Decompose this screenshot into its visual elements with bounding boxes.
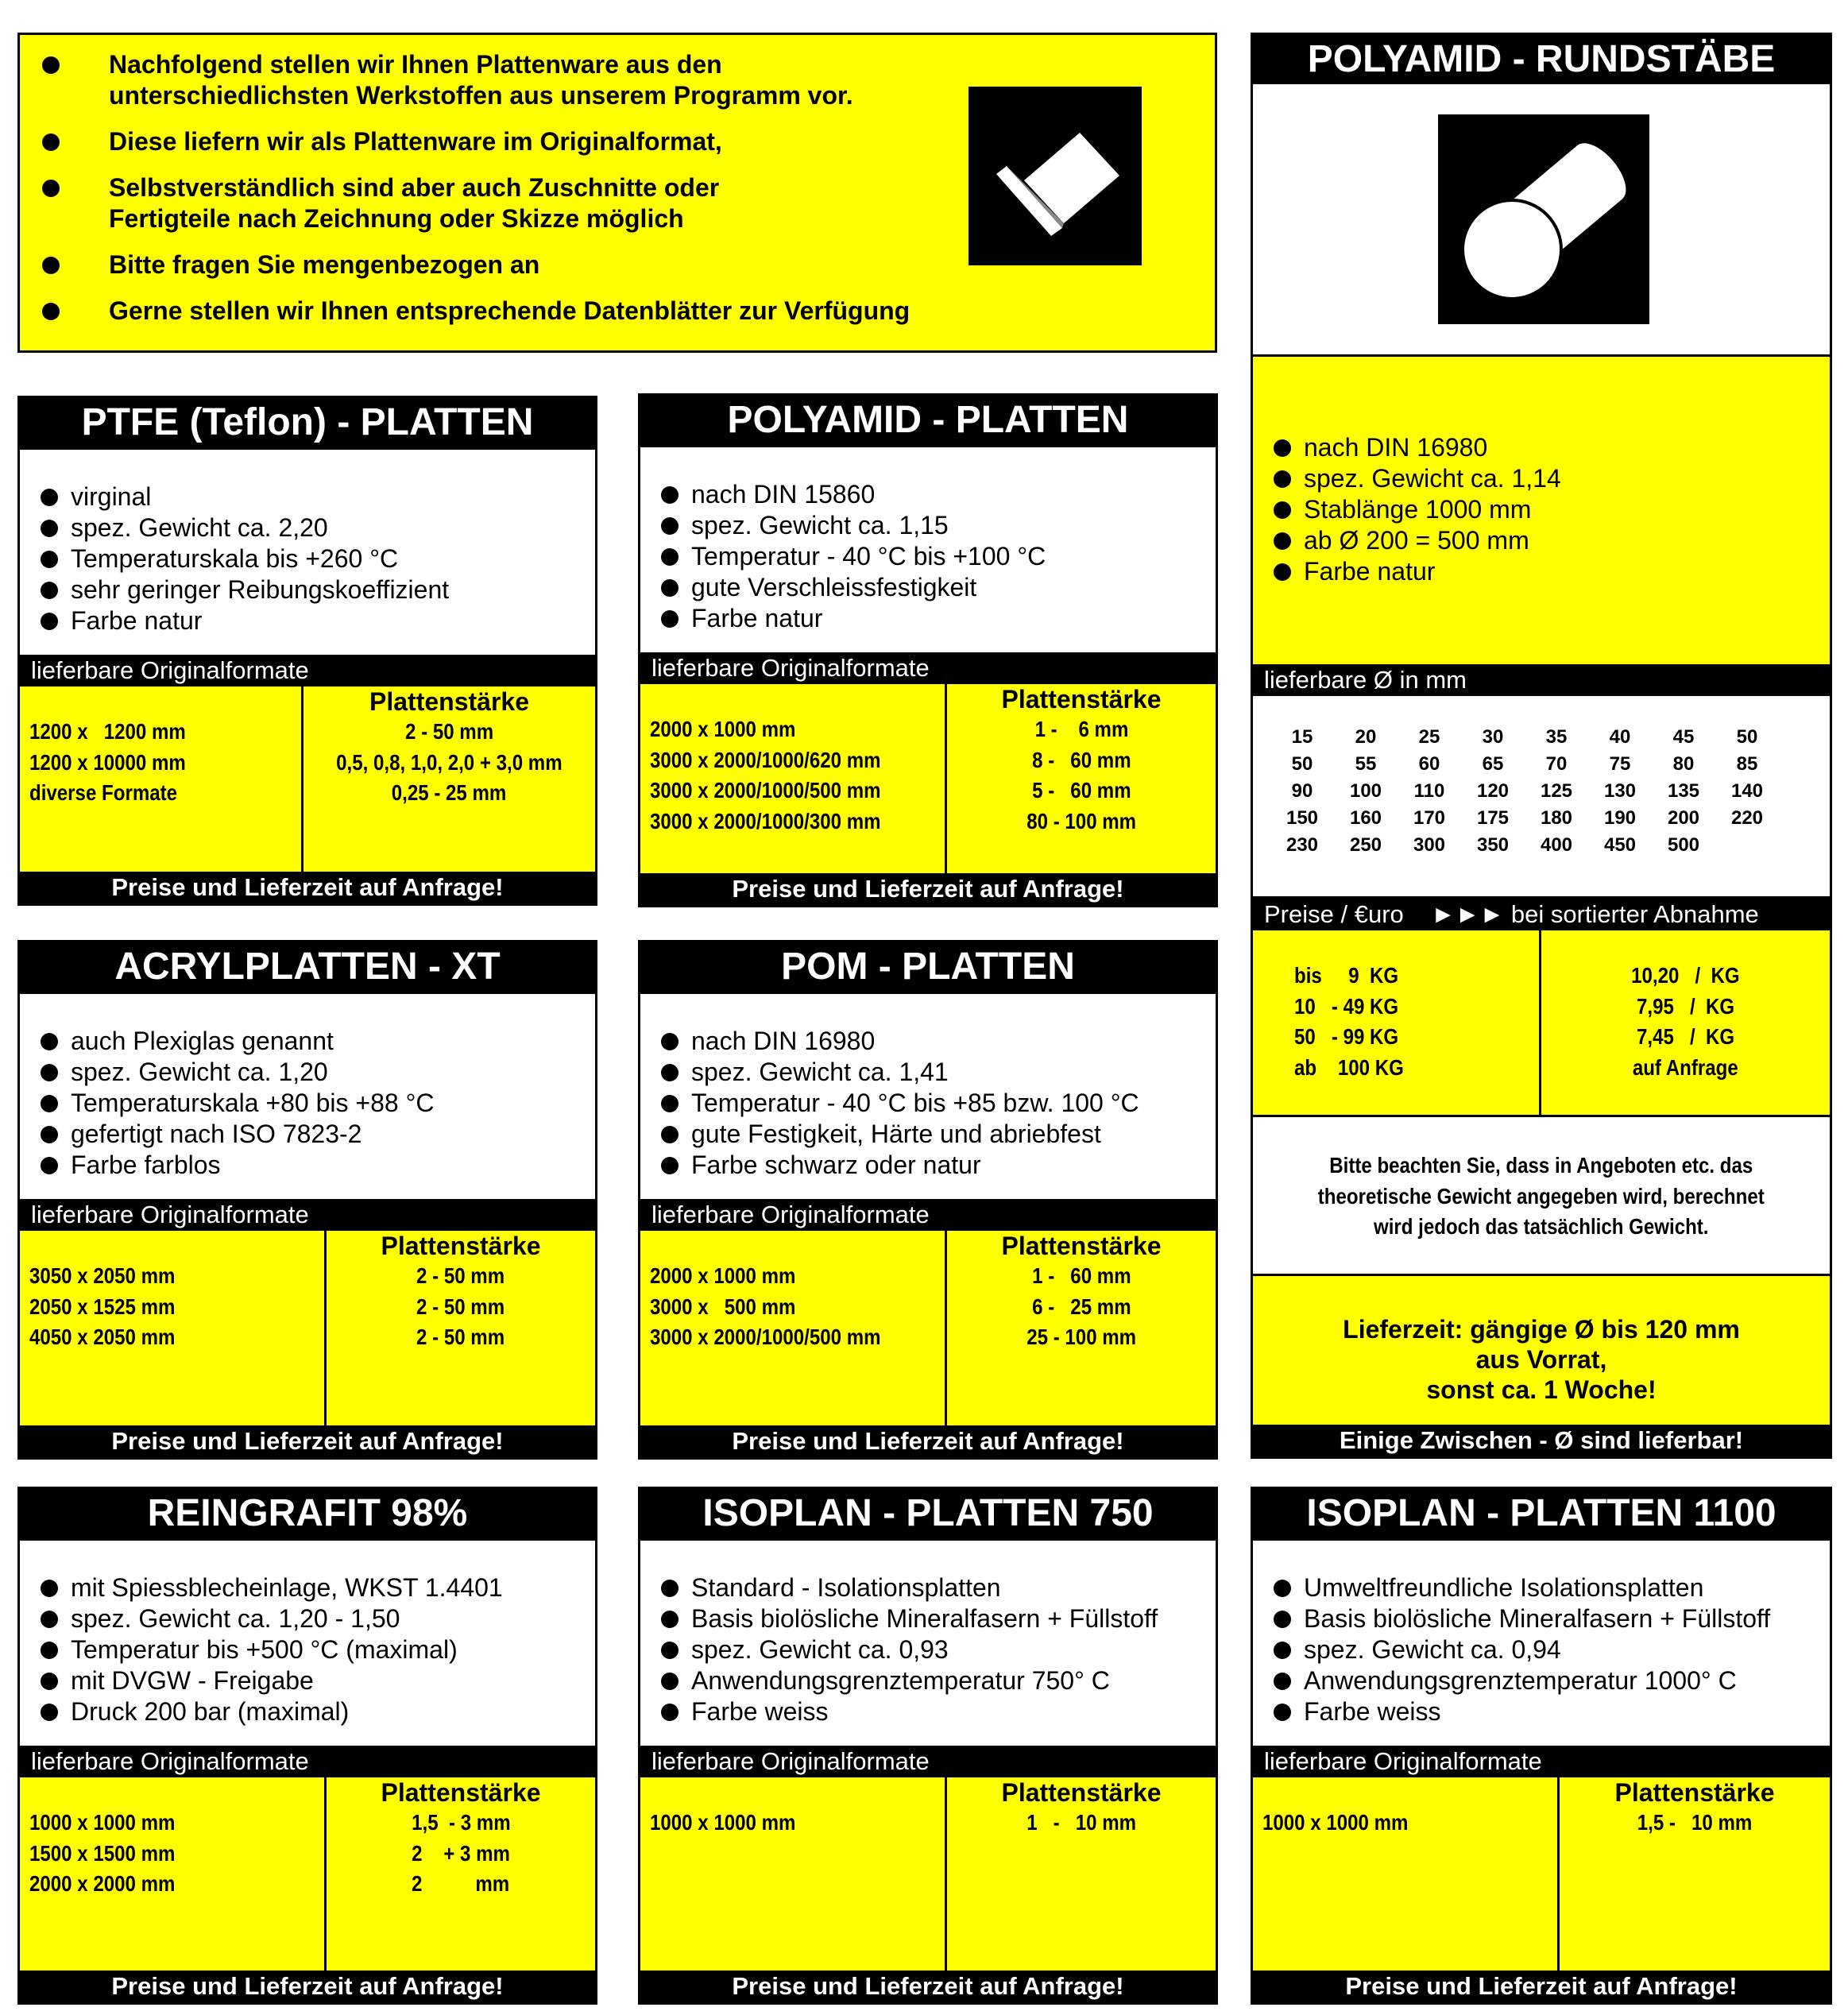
format-row: 3000 x 2000/1000/500 mm [650,1325,881,1349]
qty-row: 10 - 49 KG [1294,993,1399,1019]
bullet-item: Standard - Isolationsplatten [651,1572,1158,1603]
panel-title: POLYAMID - PLATTEN [640,396,1216,445]
formats-label: lieferbare Originalformate [20,1746,595,1777]
bullet-item: gefertigt nach ISO 7823-2 [31,1119,434,1150]
thickness-col [947,684,1216,837]
price-qty [1294,961,1421,1083]
rundstaebe-bullets [1253,357,1830,664]
thickness-col [327,1231,595,1353]
bullet-list [31,1026,434,1181]
rundstaebe-panel [1251,33,1832,1459]
panel-isoplan750 [638,1487,1218,2005]
diameter-cell: 75 [1609,753,1631,775]
price-row: 7,45 / KG [1636,1024,1735,1049]
price-row: 7,95 / KG [1636,993,1735,1019]
bullet-item: spez. Gewicht ca. 1,15 [651,510,1046,541]
diameter-cell: 55 [1355,753,1377,775]
thickness-row: 1 - 6 mm [1034,717,1128,741]
thickness-row: 2 - 50 mm [416,1263,505,1288]
formats-label: lieferbare Originalformate [20,655,595,686]
format-row: 1200 x 1200 mm [29,719,186,744]
diameter-cell: 250 [1349,834,1382,856]
price-values [1541,961,1830,1083]
diameter-cell: 175 [1476,807,1510,829]
panel-bullets [640,445,1216,652]
intro-list [20,49,910,342]
thickness-row: 0,25 - 25 mm [392,780,507,805]
formats-col [29,1261,199,1353]
panel-polyamid-platten [638,393,1218,907]
panel-footer: Preise und Lieferzeit auf Anfrage! [20,872,595,903]
bullet-item: auch Plexiglas genannt [31,1026,434,1057]
panel-bullets [20,447,595,655]
thickness-row: 8 - 60 mm [1031,747,1131,772]
panel-footer: Preise und Lieferzeit auf Anfrage! [20,1971,595,2002]
bullet-list [1264,1572,1770,1727]
bullet-item: Farbe farblos [31,1150,434,1181]
bullet-item: Farbe schwarz oder natur [651,1150,1139,1181]
qty-row: 50 - 99 KG [1294,1024,1399,1049]
bullet-item: spez. Gewicht ca. 2,20 [31,512,449,543]
rundstaebe-footer: Einige Zwischen - Ø sind lieferbar! [1253,1425,1830,1456]
bullet-list [31,482,449,636]
format-row: 1000 x 1000 mm [1262,1810,1409,1835]
formats-col [650,1261,918,1353]
bullet-item: Farbe natur [1264,556,1561,587]
bullet-item: virginal [31,482,449,512]
diameter-cell: 180 [1540,807,1573,829]
diameter-cell: 300 [1413,834,1446,856]
thickness-heading: Plattenstärke [1001,1232,1162,1260]
diameter-cell: 135 [1667,780,1700,802]
diameter-cell: 100 [1349,780,1382,802]
diameter-cell: 30 [1482,726,1504,748]
format-row: 3050 x 2050 mm [29,1263,176,1288]
diameter-cell: 140 [1730,780,1764,802]
thickness-col [303,686,595,809]
bullet-item: Anwendungsgrenztemperatur 750° C [651,1665,1158,1696]
intro-item: Bitte fragen Sie mengenbezogen an [20,249,910,280]
diameter-cell: 200 [1667,807,1700,829]
format-row: 1000 x 1000 mm [650,1810,796,1835]
sheet-icon [968,87,1142,265]
diameter-cell: 85 [1736,753,1758,775]
panel-title: POM - PLATTEN [640,942,1216,992]
diameter-cell: 130 [1603,780,1637,802]
panel-footer: Preise und Lieferzeit auf Anfrage! [640,1971,1216,2002]
diameter-cell: 220 [1730,807,1764,829]
bullet-item: Farbe natur [31,605,449,636]
diameter-cell: 190 [1603,807,1637,829]
thickness-row: 2 + 3 mm [412,1840,510,1866]
formats-table [640,1777,1216,1971]
formats-col [1262,1808,1432,1839]
bullet-item: spez. Gewicht ca. 0,93 [651,1634,1158,1665]
bullet-item: Druck 200 bar (maximal) [31,1696,503,1727]
diameter-cell [1715,832,1779,859]
bullet-item: Farbe natur [651,603,1046,634]
format-row: 3000 x 2000/1000/620 mm [650,747,881,772]
thickness-row: 2 - 50 mm [416,1325,505,1349]
bullet-item: Basis biolösliche Mineralfasern + Füllstoff [651,1603,1158,1634]
panel-footer: Preise und Lieferzeit auf Anfrage! [640,1425,1216,1457]
thickness-row: 1 - 60 mm [1031,1263,1131,1288]
diameter-cell: 400 [1540,834,1573,856]
bullet-item: nach DIN 16980 [1264,432,1561,463]
bullet-item: spez. Gewicht ca. 0,94 [1264,1634,1770,1665]
panel-bullets [640,1538,1216,1746]
thickness-row: 25 - 100 mm [1026,1325,1136,1349]
diameter-cell: 170 [1413,807,1446,829]
weight-note-text: Bitte beachten Sie, dass in Angeboten etc. das theoretische Gewicht angegeben wird, berechnet wird jedoch das tatsächlich Gewicht. [1317,1153,1765,1239]
bullet-item: Anwendungsgrenztemperatur 1000° C [1264,1665,1770,1696]
panel-footer: Preise und Lieferzeit auf Anfrage! [640,873,1216,905]
formats-table [20,1777,595,1971]
diameter-cell: 80 [1672,753,1695,775]
bullet-item: Stablänge 1000 mm [1264,494,1561,525]
panel-bullets [640,992,1216,1199]
thickness-row: 1 - 10 mm [1026,1810,1136,1835]
intro-box [17,33,1217,353]
thickness-row: 0,5, 0,8, 1,0, 2,0 + 3,0 mm [336,749,563,775]
intro-item: Diese liefern wir als Plattenware im Originalformat, [20,126,910,157]
panel-bullets [20,1538,595,1746]
panel-footer: Preise und Lieferzeit auf Anfrage! [20,1425,595,1457]
rod-icon [1438,114,1649,324]
formats-label: lieferbare Originalformate [20,1199,595,1231]
intro-item: Selbstverständlich sind aber auch Zuschnitte oder Fertigteile nach Zeichnung oder Skizze möglich [20,172,910,234]
bullet-item: nach DIN 16980 [651,1026,1139,1057]
price-table [1253,930,1830,1117]
diam-table [1253,696,1830,899]
diameter-cell: 350 [1476,834,1510,856]
thickness-col [327,1777,595,1900]
delivery-text: Lieferzeit: gängige Ø bis 120 mm aus Vorrat, sonst ca. 1 Woche! [1343,1315,1740,1404]
diameter-cell: 25 [1418,726,1440,748]
bullet-item: Farbe weiss [1264,1696,1770,1727]
bullet-item: spez. Gewicht ca. 1,41 [651,1057,1139,1088]
panel-bullets [20,992,595,1199]
thickness-row: 2 - 50 mm [404,719,494,744]
thickness-row: 6 - 25 mm [1031,1294,1131,1319]
formats-col [29,717,211,809]
bullet-item: gute Verschleissfestigkeit [651,572,1046,603]
thickness-heading: Plattenstärke [1614,1778,1775,1807]
format-row: 3000 x 500 mm [650,1294,796,1319]
diameter-cell: 90 [1291,780,1313,802]
thickness-heading: Plattenstärke [1001,1778,1162,1807]
bullet-item: spez. Gewicht ca. 1,14 [1264,463,1561,494]
bullet-item: Basis biolösliche Mineralfasern + Füllstoff [1264,1603,1770,1634]
format-row: 4050 x 2050 mm [29,1325,176,1349]
intro-item: Gerne stellen wir Ihnen entsprechende Datenblätter zur Verfügung [20,296,910,327]
diameter-cell: 450 [1603,834,1637,856]
weight-note [1253,1117,1830,1276]
price-label: Preise / €uro ►►► bei sortierter Abnahme [1253,899,1830,930]
panel-isoplan1100 [1251,1487,1832,2005]
panel-ptfe [17,396,597,906]
intro-item: Nachfolgend stellen wir Ihnen Plattenware aus den unterschiedlichsten Werkstoffen aus unserem Programm vor. [20,49,910,111]
bullet-item: mit DVGW - Freigabe [31,1665,503,1696]
bullet-item: spez. Gewicht ca. 1,20 [31,1057,434,1088]
bullet-item: Farbe weiss [651,1696,1158,1727]
panel-title: PTFE (Teflon) - PLATTEN [20,398,595,447]
format-row: 3000 x 2000/1000/300 mm [650,808,881,833]
formats-label: lieferbare Originalformate [640,1199,1216,1231]
diameter-cell: 60 [1418,753,1440,775]
format-row: 1000 x 1000 mm [29,1810,176,1835]
bullet-item: Umweltfreundliche Isolationsplatten [1264,1572,1770,1603]
thickness-row: 2 mm [412,1871,510,1896]
thickness-heading: Plattenstärke [381,1778,541,1807]
bullet-item: nach DIN 15860 [651,479,1046,510]
formats-label: lieferbare Originalformate [640,1746,1216,1777]
panel-reingrafit [17,1487,597,2005]
thickness-row: 80 - 100 mm [1026,808,1136,833]
diameter-cell: 50 [1736,726,1758,748]
delivery-box [1253,1276,1830,1433]
formats-col [650,714,918,837]
formats-table [1253,1777,1830,1971]
diameter-cell: 20 [1355,726,1377,748]
format-row: 2050 x 1525 mm [29,1294,176,1319]
bullet-list [651,479,1046,634]
qty-row: bis 9 KG [1294,963,1399,988]
thickness-row: 2 - 50 mm [416,1294,505,1319]
format-row: 1200 x 10000 mm [29,749,186,775]
diameter-cell: 160 [1349,807,1382,829]
bullet-list [31,1572,503,1727]
diameter-cell: 35 [1545,726,1568,748]
thickness-row: 1,5 - 3 mm [411,1810,511,1835]
thickness-col [947,1777,1216,1839]
formats-table [640,1231,1216,1425]
format-row: 3000 x 2000/1000/500 mm [650,778,881,803]
bullet-list [651,1572,1158,1727]
format-row: 2000 x 2000 mm [29,1871,176,1896]
formats-table [20,686,595,872]
format-row: diverse Formate [29,780,178,805]
panel-title: ACRYLPLATTEN - XT [20,942,595,992]
bullet-item: mit Spiessblecheinlage, WKST 1.4401 [31,1572,503,1603]
thickness-row: 1,5 - 10 mm [1637,1810,1753,1835]
panel-bullets [1253,1538,1830,1746]
diameter-cell: 500 [1667,834,1700,856]
formats-col [650,1808,819,1839]
panel-title: ISOPLAN - PLATTEN 750 [640,1489,1216,1538]
formats-table [640,684,1216,873]
thickness-row: 5 - 60 mm [1031,778,1131,803]
panel-acryl [17,940,597,1460]
rundstaebe-title: POLYAMID - RUNDSTÄBE [1253,35,1830,84]
diameter-cell: 120 [1476,780,1510,802]
diameter-cell: 40 [1609,726,1631,748]
thickness-col [1560,1777,1830,1839]
panel-title: ISOPLAN - PLATTEN 1100 [1253,1489,1830,1538]
bullet-item: spez. Gewicht ca. 1,20 - 1,50 [31,1603,503,1634]
diam-grid [1270,724,1779,859]
bullet-item: gute Festigkeit, Härte und abriebfest [651,1119,1139,1150]
panel-footer: Preise und Lieferzeit auf Anfrage! [1253,1971,1830,2002]
bullet-item: ab Ø 200 = 500 mm [1264,525,1561,556]
diameter-cell: 150 [1285,807,1319,829]
thickness-heading: Plattenstärke [1001,685,1162,714]
qty-row: ab 100 KG [1294,1054,1404,1080]
bullet-list [651,1026,1139,1181]
formats-label: lieferbare Originalformate [1253,1746,1830,1777]
diameter-cell: 110 [1413,780,1445,802]
bullet-item: Temperatur bis +500 °C (maximal) [31,1634,503,1665]
thickness-col [947,1231,1216,1353]
format-row: 2000 x 1000 mm [650,1263,796,1288]
panel-pom [638,940,1218,1460]
diameter-cell: 230 [1285,834,1319,856]
diameter-cell: 125 [1540,780,1573,802]
format-row: 1500 x 1500 mm [29,1840,176,1866]
bullet-item: Temperaturskala +80 bis +88 °C [31,1088,434,1119]
formats-table [20,1231,595,1425]
diameter-cell: 15 [1291,726,1313,748]
format-row: 2000 x 1000 mm [650,717,796,741]
rundstaebe-list [1264,432,1561,587]
thickness-heading: Plattenstärke [369,687,529,716]
bullet-item: sehr geringer Reibungskoeffizient [31,574,449,605]
diameter-cell: 45 [1672,726,1695,748]
price-row: auf Anfrage [1633,1054,1738,1080]
rundstaebe-image-area [1253,84,1830,357]
bullet-item: Temperatur - 40 °C bis +85 bzw. 100 °C [651,1088,1139,1119]
thickness-heading: Plattenstärke [381,1232,541,1260]
diameter-cell: 50 [1291,753,1313,775]
diameter-cell: 70 [1545,753,1568,775]
diam-label: lieferbare Ø in mm [1253,664,1830,696]
bullet-item: Temperatur - 40 °C bis +100 °C [651,541,1046,572]
price-row: 10,20 / KG [1631,963,1740,988]
diameter-cell: 65 [1482,753,1504,775]
formats-label: lieferbare Originalformate [640,652,1216,684]
panel-title: REINGRAFIT 98% [20,1489,595,1538]
bullet-item: Temperaturskala bis +260 °C [31,543,449,574]
formats-col [29,1808,199,1900]
